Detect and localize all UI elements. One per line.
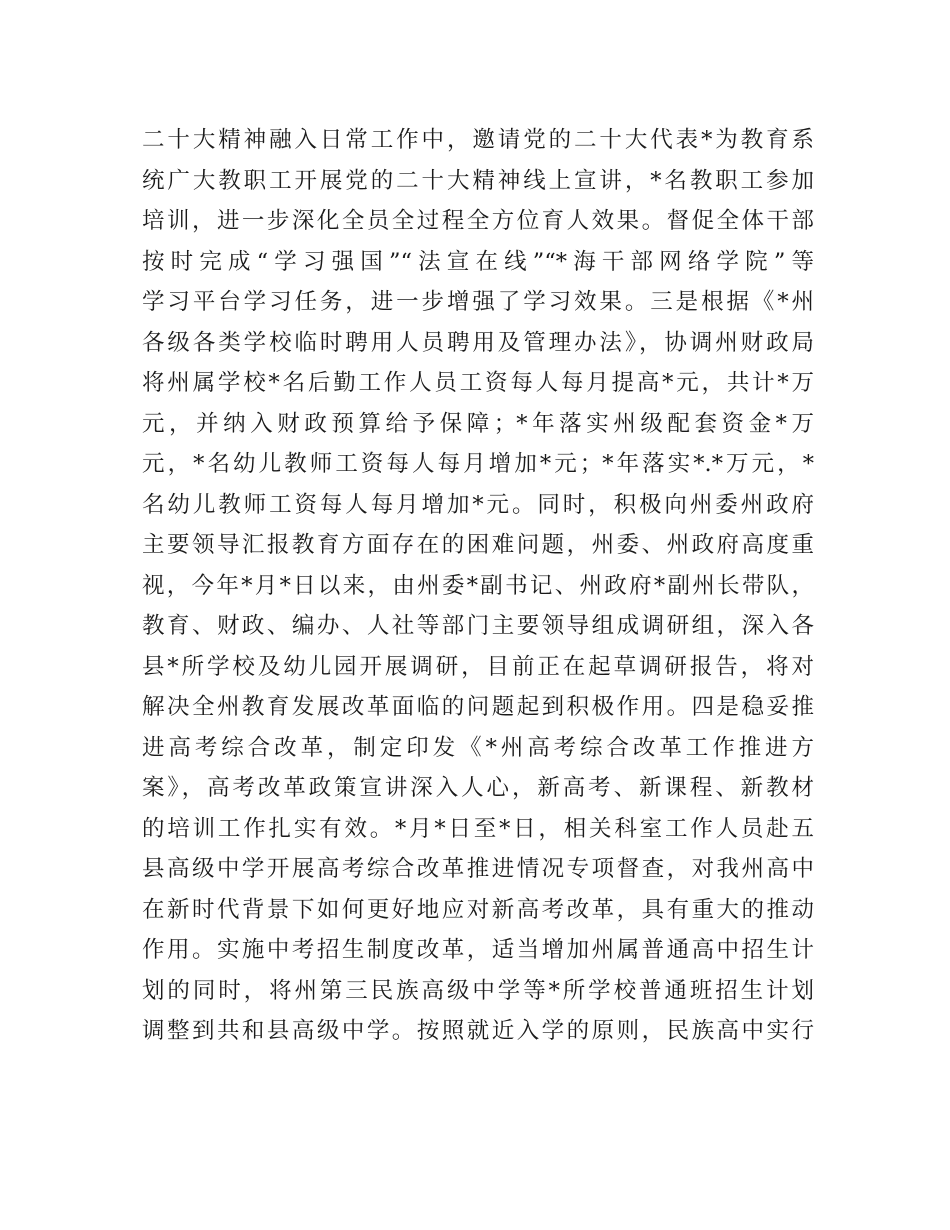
- text-line: 案》，高考改革政策宣讲深入人心，新高考、新课程、新教材: [142, 775, 814, 801]
- text-line: 学习平台学习任务，进一步增强了学习效果。三是根据《*州: [142, 289, 814, 315]
- text-line: 名幼儿教师工资每人每月增加*元。同时，积极向州委州政府: [142, 491, 814, 518]
- text-line: 划的同时，将州第三民族高级中学等*所学校普通班招生计划: [142, 977, 814, 1004]
- text-line: 统广大教职工开展党的二十大精神线上宣讲，*名教职工参加: [142, 167, 814, 194]
- text-line: 进高考综合改革，制定印发《*州高考综合改革工作推进方: [142, 734, 814, 761]
- text-line: 二十大精神融入日常工作中，邀请党的二十大代表*为教育系: [142, 127, 814, 153]
- text-line: 的培训工作扎实有效。*月*日至*日，相关科室工作人员赴五: [142, 815, 814, 842]
- text-line: 培训，进一步深化全员全过程全方位育人效果。督促全体干部: [142, 208, 814, 234]
- text-line: 县高级中学开展高考综合改革推进情况专项督查，对我州高中: [142, 856, 814, 882]
- text-line: 解决全州教育发展改革面临的问题起到积极作用。四是稳妥推: [142, 694, 814, 720]
- text-line: 调整到共和县高级中学。按照就近入学的原则，民族高中实行: [142, 1018, 814, 1044]
- text-line: 元，*名幼儿教师工资每人每月增加*元；*年落实*.*万元，*: [142, 451, 814, 477]
- text-line: 按时完成“学习强国”“法宣在线”“*海干部网络学院”等: [142, 248, 814, 275]
- text-line: 视，今年*月*日以来，由州委*副书记、州政府*副州长带队，: [142, 572, 814, 599]
- text-line: 主要领导汇报教育方面存在的困难问题，州委、州政府高度重: [142, 532, 814, 558]
- text-line: 作用。实施中考招生制度改革，适当增加州属普通高中招生计: [142, 937, 814, 963]
- body-text: [142, 120, 814, 1052]
- text-line: 在新时代背景下如何更好地应对新高考改革，具有重大的推动: [142, 896, 814, 923]
- text-line: 元，并纳入财政预算给予保障；*年落实州级配套资金*万: [142, 410, 814, 437]
- text-line: 各级各类学校临时聘用人员聘用及管理办法》，协调州财政局: [142, 329, 814, 356]
- text-line: 教育、财政、编办、人社等部门主要领导组成调研组，深入各: [142, 613, 814, 639]
- text-line: 将州属学校*名后勤工作人员工资每人每月提高*元，共计*万: [142, 370, 814, 396]
- text-line: 县*所学校及幼儿园开展调研，目前正在起草调研报告，将对: [142, 653, 814, 680]
